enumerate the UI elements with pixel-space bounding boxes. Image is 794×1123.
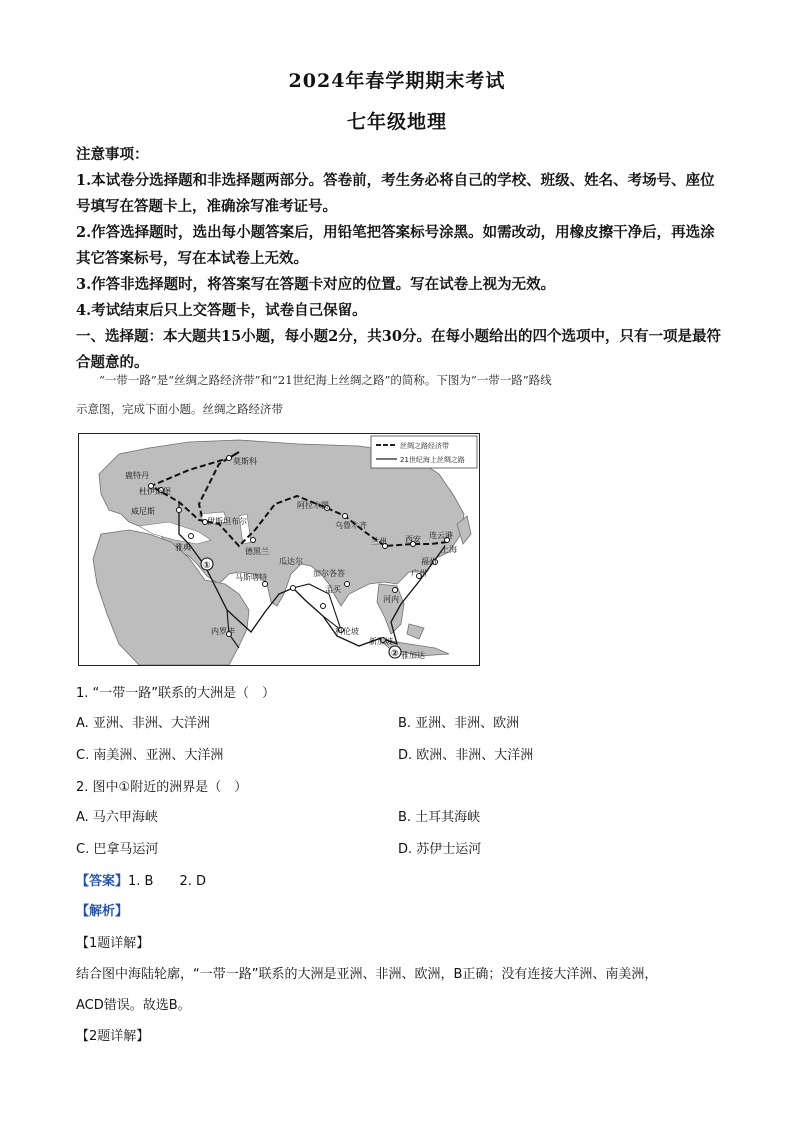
land-masses [93, 440, 471, 665]
city-label-nairobi: 内罗毕 [211, 627, 235, 636]
city-dot-kolkata [345, 582, 350, 587]
detail-2-label: 【2题详解】 [76, 1029, 150, 1044]
city-label-muscat: 马斯喀特 [235, 573, 267, 582]
city-label-mumbai: 孟买 [325, 585, 341, 594]
answer-text: 1. B 2. D [128, 874, 207, 889]
city-label-urumqi: 乌鲁木齐 [335, 521, 367, 530]
city-label-kolkata: 加尔各答 [313, 569, 345, 578]
instruction-item: 4.考试结束后只上交答题卡，试卷自己保留。 [76, 302, 367, 319]
city-label-singapore: 新加坡 [369, 637, 393, 646]
legend-land-label: 丝绸之路经济带 [400, 442, 449, 450]
instruction-item: 1.本试卷分选择题和非选择题两部分。答卷前，考生务必将自己的学校、班级、姓名、考场号、座位号填写在答题卡上，准确涂写准考证号。 [76, 172, 715, 215]
intro-line: 示意图，完成下面小题。丝绸之路经济带 [76, 402, 283, 416]
city-label-tehran: 德黑兰 [245, 547, 269, 556]
marker-2: ② [391, 649, 399, 659]
city-dot-moscow [227, 456, 232, 461]
city-label-duisburg: 杜伊斯堡 [139, 487, 171, 496]
detail-1-line: 结合图中海陆轮廓，“一带一路”联系的大洲是亚洲、非洲、欧洲，B正确；没有连接大洋洲、南美洲， [76, 967, 658, 982]
legend-sea-label: 21世纪海上丝绸之路 [400, 456, 465, 464]
city-dot-tehran [251, 538, 256, 543]
option-a[interactable]: A. 马六甲海峡 [76, 810, 158, 825]
city-label-athens: 雅典 [175, 543, 191, 552]
city-label-almaty: 阿拉木图 [297, 501, 329, 510]
city-label-shanghai: 上海 [441, 545, 457, 554]
option-b[interactable]: B. 土耳其海峡 [398, 810, 481, 825]
city-dot-mumbai [321, 604, 326, 609]
city-label-jakarta: 雅加达 [401, 651, 425, 660]
city-label-guangzhou: 广州 [411, 569, 427, 578]
option-d[interactable]: D. 欧洲、非洲、大洋洲 [398, 748, 534, 763]
question-stem: 1. “一带一路”联系的大洲是（ ） [76, 686, 276, 701]
city-dot-athens [189, 534, 194, 539]
question-intro [76, 366, 726, 424]
answer-line [76, 870, 206, 889]
option-b[interactable]: B. 亚洲、非洲、欧洲 [398, 716, 520, 731]
analysis-label: 【解析】 [76, 904, 129, 919]
question-stem: 2. 图中①附近的洲界是（ ） [76, 780, 248, 795]
city-label-lianyungang: 连云港 [429, 531, 453, 540]
city-label-colombo: 科伦坡 [335, 627, 359, 636]
option-d[interactable]: D. 苏伊士运河 [398, 842, 482, 857]
indochina-landmass [377, 584, 404, 634]
city-dot-hanoi [393, 588, 398, 593]
exam-title: 2024年春学期期末考试 [288, 70, 506, 92]
answer-label: 【答案】 [76, 874, 129, 889]
city-dot-muscat [263, 582, 268, 587]
exam-subtitle: 七年级地理 [346, 111, 447, 133]
city-label-fuzhou: 福州 [421, 557, 437, 566]
city-dot-venice [177, 508, 182, 513]
belt-road-map [78, 433, 480, 666]
map-legend [371, 436, 477, 468]
city-label-xian: 西安 [405, 535, 421, 544]
instructions-heading: 注意事项： [76, 146, 149, 163]
option-c[interactable]: C. 巴拿马运河 [76, 842, 159, 857]
city-label-lanzhou: 兰州 [371, 537, 387, 546]
city-label-moscow: 莫斯科 [233, 457, 257, 466]
option-a[interactable]: A. 亚洲、非洲、大洋洲 [76, 716, 210, 731]
city-dot-urumqi [343, 514, 348, 519]
marker-1: ① [203, 561, 211, 571]
city-label-istanbul: 伊斯坦布尔 [207, 517, 247, 526]
section-heading: 一、选择题：本大题共15小题，每小题2分，共30分。在每小题给出的四个选项中，只有一项是最符合题意的。 [76, 328, 721, 371]
city-label-venice: 威尼斯 [131, 507, 155, 516]
detail-1-line: ACD错误。故选B。 [76, 998, 191, 1013]
option-c[interactable]: C. 南美洲、亚洲、大洋洲 [76, 748, 224, 763]
detail-1-label: 【1题详解】 [76, 936, 150, 951]
city-dot-gwadar [291, 586, 296, 591]
city-label-rotterdam: 鹿特丹 [125, 471, 149, 480]
intro-line: “一带一路”是“丝绸之路经济带”和“21世纪海上丝绸之路”的简称。下图为“一带一路”路线 [99, 373, 552, 387]
instruction-item: 2.作答选择题时，选出每小题答案后，用铅笔把答案标号涂黑。如需改动，用橡皮擦干净后，再选涂其它答案标号，写在本试卷上无效。 [76, 224, 715, 267]
city-label-hanoi: 河内 [383, 595, 399, 604]
city-label-gwadar: 瓜达尔 [279, 557, 303, 566]
instructions [76, 142, 726, 376]
instruction-item: 3.作答非选择题时，将答案写在答题卡对应的位置。写在试卷上视为无效。 [76, 276, 556, 293]
